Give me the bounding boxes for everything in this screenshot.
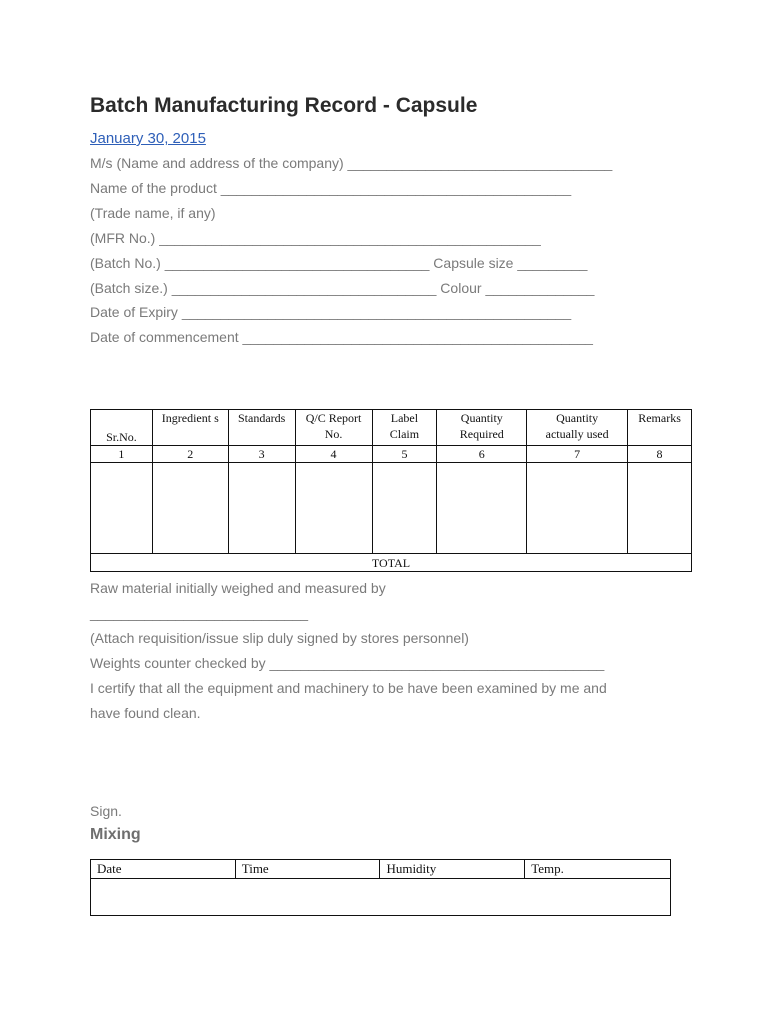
field-date-commencement: Date of commencement _____________________________________________ (90, 329, 593, 345)
section-heading-mixing: Mixing (90, 826, 141, 843)
entry-cell[interactable] (152, 463, 228, 554)
raw-material-weighed-line: Raw material initially weighed and measured by (90, 580, 386, 596)
entry-cell[interactable] (91, 879, 671, 916)
column-header: Humidity (380, 860, 525, 879)
total-label: TOTAL (91, 554, 692, 572)
table-row (91, 446, 692, 463)
sign-label: Sign. (90, 803, 122, 819)
certify-statement-line-2: have found clean. (90, 705, 201, 721)
page-title: Batch Manufacturing Record - Capsule (90, 94, 478, 117)
field-product-name: Name of the product _____________________________________________ (90, 180, 572, 196)
table-header-row (91, 860, 671, 879)
column-header: Sr.No. (91, 410, 153, 446)
table-header-row (91, 410, 692, 446)
column-header: Standards (228, 410, 295, 446)
column-header: Date (91, 860, 236, 879)
column-number: 1 (91, 446, 153, 463)
entry-cell[interactable] (437, 463, 527, 554)
total-row (91, 554, 692, 572)
weights-checked-line: Weights counter checked by ___________________________________________ (90, 655, 605, 671)
column-header: Remarks (628, 410, 692, 446)
column-header: Ingredient s (152, 410, 228, 446)
field-batch-size: (Batch size.) __________________________________ Colour ______________ (90, 280, 595, 296)
column-number: 6 (437, 446, 527, 463)
entry-cell[interactable] (628, 463, 692, 554)
column-header: Quantity Required (437, 410, 527, 446)
entry-cell[interactable] (295, 463, 372, 554)
ingredients-table (90, 409, 692, 572)
field-mfr-no: (MFR No.) _________________________________________________ (90, 230, 541, 246)
column-header: Q/C Report No. (295, 410, 372, 446)
entry-cell[interactable] (527, 463, 628, 554)
table-row (91, 879, 671, 916)
column-number: 5 (372, 446, 437, 463)
column-number: 8 (628, 446, 692, 463)
column-header: Time (235, 860, 380, 879)
column-number: 3 (228, 446, 295, 463)
column-header: Label Claim (372, 410, 437, 446)
field-date-expiry: Date of Expiry __________________________________________________ (90, 304, 572, 320)
raw-material-signature-line: ____________________________ (90, 605, 309, 621)
mixing-table (90, 859, 671, 916)
certify-statement-line-1: I certify that all the equipment and machinery to be have been examined by me and (90, 680, 607, 696)
requisition-note: (Attach requisition/issue slip duly signed by stores personnel) (90, 630, 469, 646)
column-number: 2 (152, 446, 228, 463)
entry-cell[interactable] (91, 463, 153, 554)
field-batch-no: (Batch No.) __________________________________ Capsule size _________ (90, 255, 588, 271)
column-header: Quantity actually used (527, 410, 628, 446)
entry-cell[interactable] (372, 463, 437, 554)
field-company: M/s (Name and address of the company) __________________________________ (90, 155, 613, 171)
table-row (91, 463, 692, 554)
entry-cell[interactable] (228, 463, 295, 554)
record-date-link[interactable]: January 30, 2015 (90, 130, 206, 147)
column-number: 4 (295, 446, 372, 463)
field-trade-name: (Trade name, if any) (90, 205, 216, 221)
column-header: Temp. (525, 860, 671, 879)
column-number: 7 (527, 446, 628, 463)
